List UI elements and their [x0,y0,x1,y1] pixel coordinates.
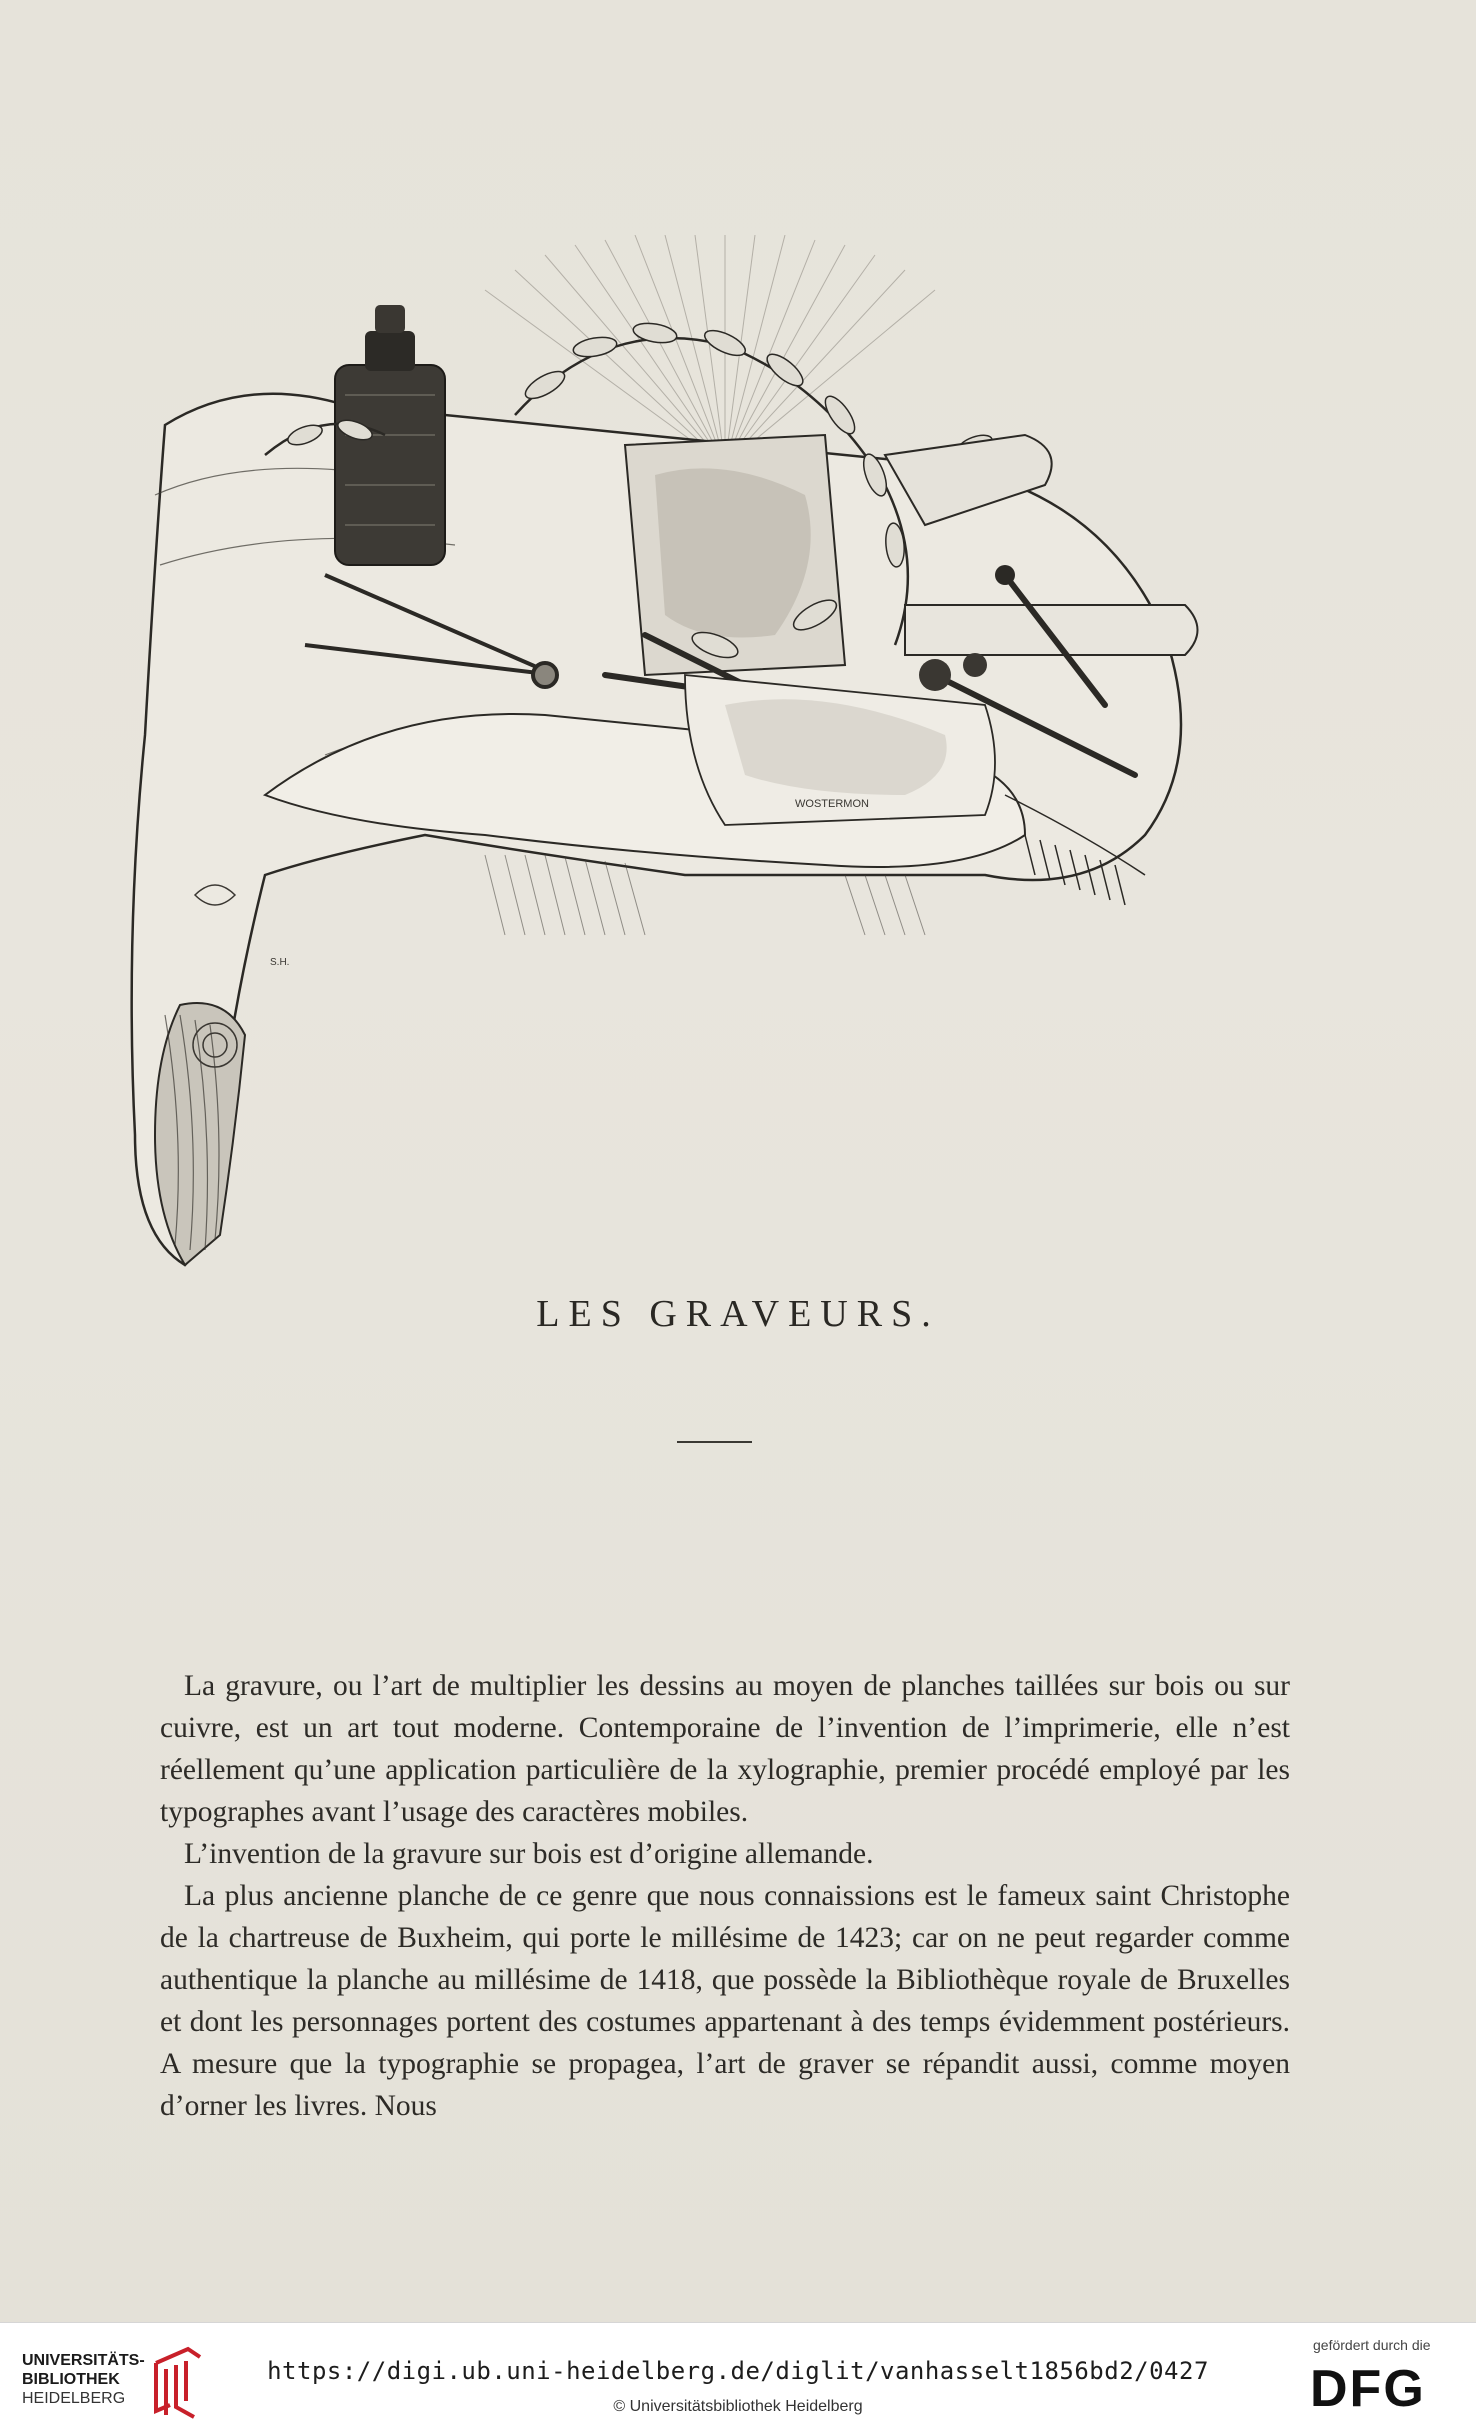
dfg-logo[interactable]: DFG [1310,2360,1426,2418]
paragraph-2: L’invention de la gravure sur bois est d’origine allemande. [184,1838,874,1870]
body-text [160,1665,1290,2127]
library-name-line-3: HEIDELBERG [22,2390,126,2407]
library-name-line-2: BIBLIOTHEK [22,2371,120,2388]
viewer-footer [0,2322,1476,2432]
chapter-title: LES GRAVEURS. [536,1293,940,1335]
copyright-notice: © Universitätsbibliothek Heidelberg [613,2398,863,2415]
document-url[interactable]: https://digi.ub.uni-heidelberg.de/diglit/vanhasselt1856bd2/0427 [267,2357,1209,2385]
funded-by-label: gefördert durch die [1313,2337,1431,2353]
artist-signature: S.H. [270,957,290,968]
paragraph-3: La plus ancienne planche de ce genre que nous connaissions est le fameux saint Christophe de la chartreuse de Buxheim, qui porte le millésime de 1423; car on ne peut regarder comme authentique la planche au millésime de 1418, que possède la Bibliothèque royale de Bruxelles et dont les personnages portent des costumes appartenant à des temps évidemment postérieurs. A mesure que la typographie se propagea, l’art de graver se répandit aussi, comme moyen d’orner les livres. Nous [160,1880,1290,2122]
title-divider [677,1441,752,1443]
paragraph-1: La gravure, ou l’art de multiplier les dessins au moyen de planches taillées sur bois ou sur cuivre, est un art tout moderne. Contemporaine de l’invention de l’imprimerie, elle n’est réellement qu’une application particulière de la xylographie, premier procédé employé par les typographes avant l’usage des caractères mobiles. [160,1670,1290,1828]
engraving-illustration [125,235,1285,1275]
library-name-line-1: UNIVERSITÄTS- [22,2352,145,2369]
engraver-signature: WOSTERMON [795,798,869,810]
